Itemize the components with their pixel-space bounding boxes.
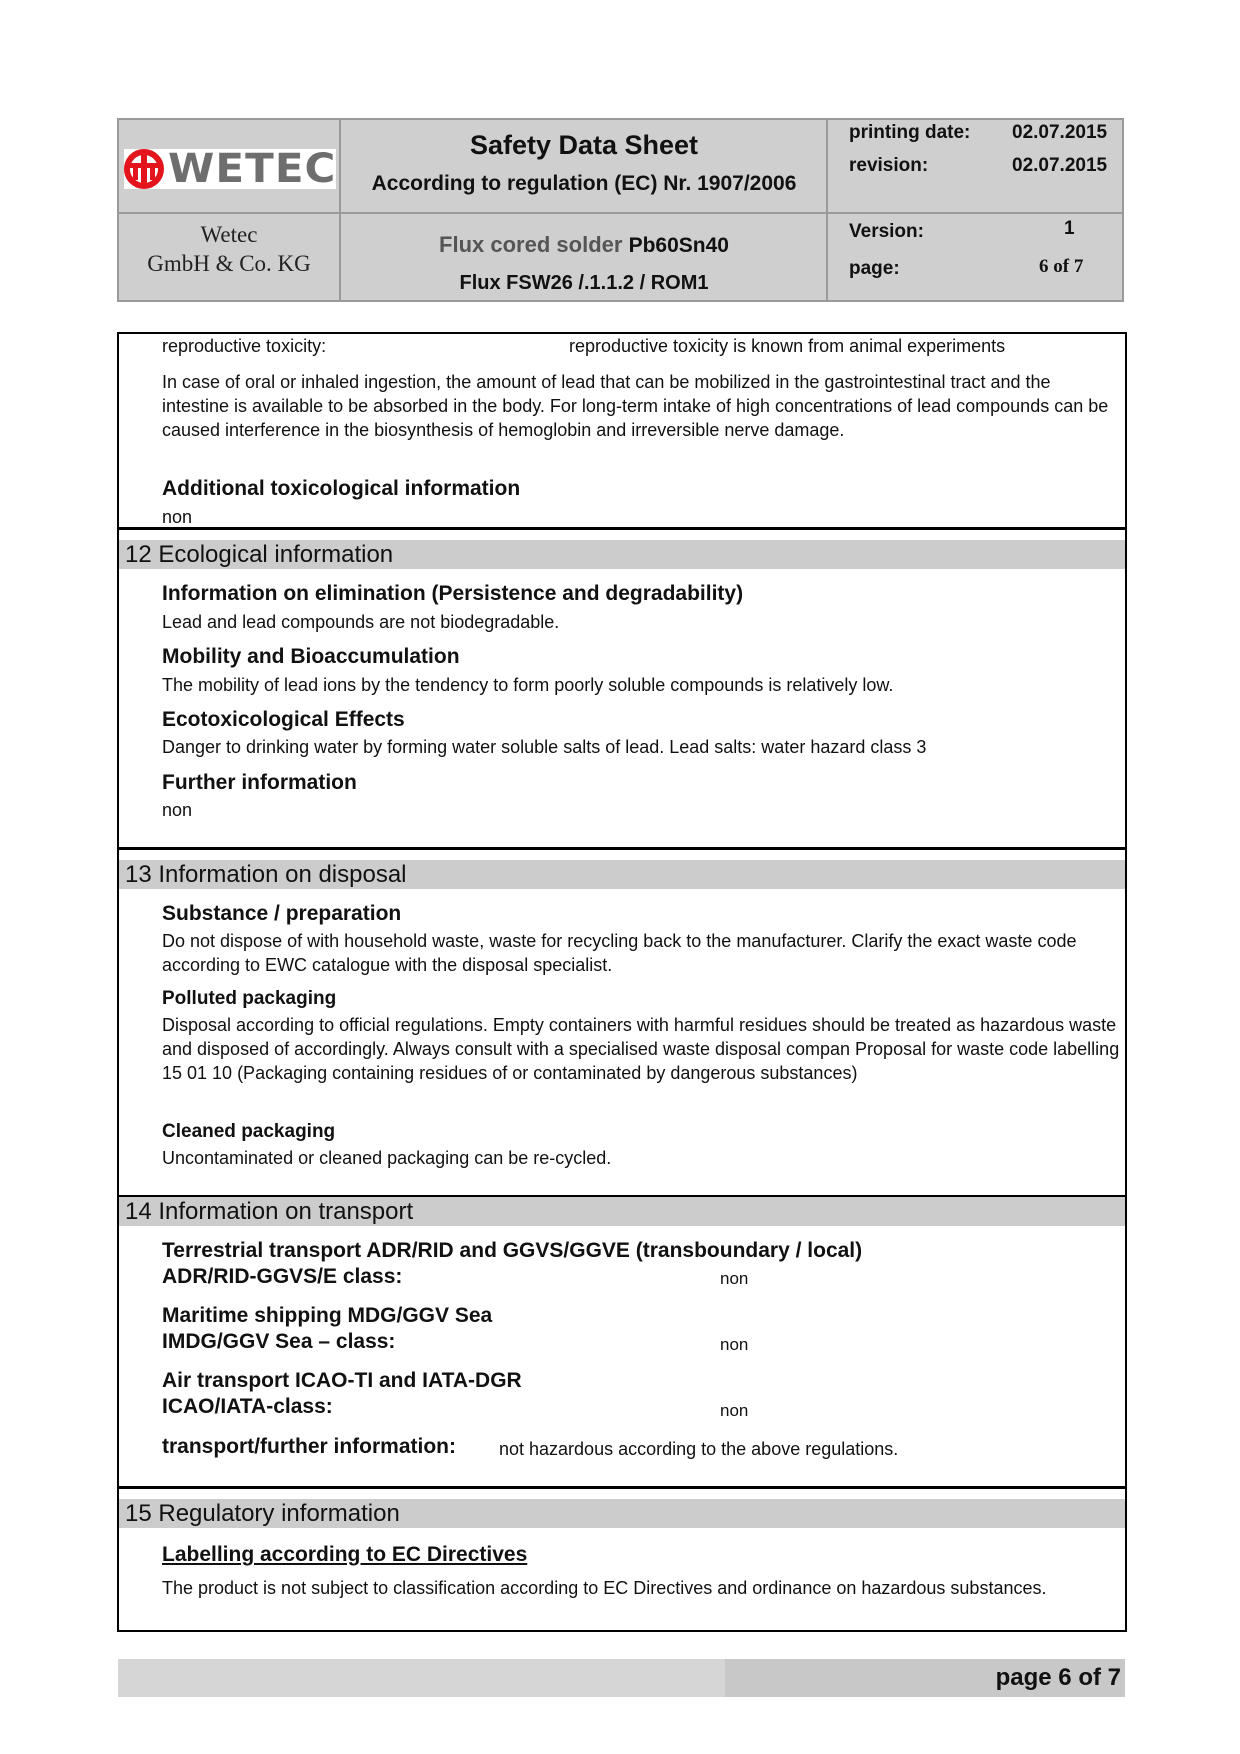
revision-value: 02.07.2015 [1012,155,1108,176]
product-title [341,232,827,258]
additional-tox-value: non [162,507,193,527]
footer-page-number: page 6 of 7 [995,1664,1121,1691]
subsection-text: The mobility of lead ions by the tendency to form poorly soluble compounds is relatively low. [162,675,894,695]
regulation-subtitle: According to regulation (EC) Nr. 1907/2006 [371,172,797,195]
subsection-heading: Further information [162,771,357,794]
subsection-text: Uncontaminated or cleaned packaging can be re-cycled. [162,1148,612,1168]
section-divider [117,527,1127,530]
footer-bar-left [118,1659,725,1697]
subsection-heading: Mobility and Bioaccumulation [162,645,460,668]
printing-date-value: 02.07.2015 [1012,122,1108,143]
section-13-header: 13 Information on disposal [119,860,1125,889]
transport-class-label: ADR/RID-GGVS/E class: [162,1265,403,1288]
additional-tox-heading: Additional toxicological information [162,477,521,500]
subsection-heading: Information on elimination (Persistence and degradability) [162,582,744,605]
transport-further-value: not hazardous according to the above regulations. [499,1439,899,1459]
product-prefix: Flux cored solder [439,232,623,257]
flux-line: Flux FSW26 /.1.1.2 / ROM1 [459,272,709,294]
transport-class-value: non [720,1269,749,1288]
product-name: Pb60Sn40 [628,234,729,257]
labelling-text: The product is not subject to classification according to EC Directives and ordinance on hazardous substances. [162,1578,1047,1598]
footer-bar-right [725,1659,1125,1697]
labelling-heading: Labelling according to EC Directives [162,1543,528,1566]
repro-toxicity-value: reproductive toxicity is known from animal experiments [569,336,1006,356]
version-label: Version: [849,221,924,242]
transport-heading: Maritime shipping MDG/GGV Sea [162,1304,493,1327]
company-name-line: Wetec [200,222,258,247]
transport-class-label: IMDG/GGV Sea – class: [162,1330,396,1353]
ingestion-paragraph: In case of oral or inhaled ingestion, the amount of lead that can be mobilized in the gastrointestinal tract and the intestine is available to be absorbed in the body. For long-term intake of high concentrations of lead compounds can be caused interference in the biosynthesis of hemoglobin and irreversible nerve damage. [162,372,1109,440]
subsection-text: Danger to drinking water by forming water soluble salts of lead. Lead salts: water hazard class 3 [162,737,927,757]
document-title: Safety Data Sheet [469,130,699,160]
transport-heading: Terrestrial transport ADR/RID and GGVS/GGVE (transboundary / local) [162,1239,863,1262]
section-14-header: 14 Information on transport [119,1197,1125,1226]
company-name [119,220,339,278]
repro-toxicity-label: reproductive toxicity: [162,336,327,356]
revision-label: revision: [849,155,929,176]
subsection-heading: Cleaned packaging [162,1121,336,1142]
section-15-header: 15 Regulatory information [119,1499,1125,1528]
subsection-text: Lead and lead compounds are not biodegradable. [162,612,560,632]
version-value: 1 [1064,218,1075,239]
page-value: 6 of 7 [1039,256,1084,277]
transport-further-label: transport/further information: [162,1435,456,1458]
company-name-line: GmbH & Co. KG [147,251,311,276]
section-divider [117,847,1127,850]
company-logo [124,146,337,192]
wetec-emblem-icon [124,149,164,189]
document-header [117,118,1124,302]
subsection-text: Do not dispose of with household waste, waste for recycling back to the manufacturer. Clarify the exact waste code according to EWC catalogue with the disposal specialist. [162,931,1077,975]
subsection-text: Disposal according to official regulations. Empty containers with harmful residues should be treated as hazardous waste and disposed of accordingly. Always consult with a specialised waste disposal compan Proposal for waste code labelling 15 01 10 (Packaging containing residues of or contaminated by dangerous substances) [162,1015,1120,1083]
subsection-heading: Polluted packaging [162,988,337,1009]
subsection-heading: Ecotoxicological Effects [162,708,405,731]
logo-text: WETEC [168,146,337,192]
transport-class-label: ICAO/IATA-class: [162,1395,333,1418]
header-divider [119,212,1122,214]
transport-class-value: non [720,1335,749,1354]
section-divider [117,1486,1127,1489]
printing-date-label: printing date: [849,122,971,143]
transport-heading: Air transport ICAO-TI and IATA-DGR [162,1369,522,1392]
page-label: page: [849,258,900,279]
transport-class-value: non [720,1401,749,1420]
section-12-header: 12 Ecological information [119,540,1125,569]
subsection-heading: Substance / preparation [162,902,402,925]
subsection-text: non [162,800,193,820]
